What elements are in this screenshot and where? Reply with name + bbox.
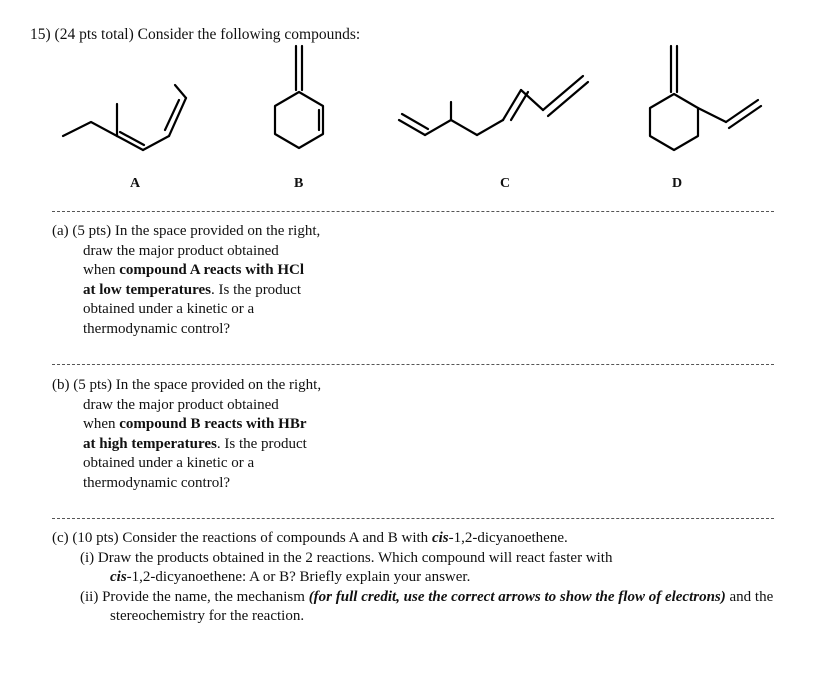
question-header: 15) (24 pts total) Consider the following compounds: bbox=[30, 26, 361, 43]
part-c-ii-line1: (ii) Provide the name, the mechanism (for full credit, use the correct arrows to show the flow of electrons) and the bbox=[80, 588, 774, 605]
divider-c bbox=[52, 518, 774, 519]
part-c-line1: (c) (10 pts) Consider the reactions of compounds A and B with cis-1,2-dicyanoethene. bbox=[52, 530, 568, 546]
part-b-line5: obtained under a kinetic or a bbox=[83, 455, 255, 471]
part-a-text bbox=[52, 222, 320, 339]
part-c-ii-line2: stereochemistry for the reaction. bbox=[110, 608, 305, 624]
compound-d-structure bbox=[628, 40, 778, 160]
part-a-line5: obtained under a kinetic or a bbox=[83, 301, 255, 317]
part-a-line1: (a) (5 pts) In the space provided on the right, bbox=[52, 223, 321, 239]
part-c-text bbox=[52, 529, 773, 627]
part-b-line6: thermodynamic control? bbox=[83, 474, 231, 491]
compound-c-structure bbox=[393, 40, 603, 160]
part-a-line6: thermodynamic control? bbox=[83, 320, 231, 337]
compound-label-d: D bbox=[672, 176, 683, 191]
part-b-line1: (b) (5 pts) In the space provided on the right, bbox=[52, 377, 322, 393]
part-b-line4: at high temperatures. Is the product bbox=[83, 435, 307, 452]
compound-label-a: A bbox=[130, 176, 141, 191]
compound-label-b: B bbox=[294, 176, 304, 191]
compound-a-structure bbox=[55, 40, 205, 160]
part-a-line2: draw the major product obtained bbox=[83, 242, 279, 259]
compound-label-c: C bbox=[500, 176, 511, 191]
part-c-i-line1: (i) Draw the products obtained in the 2 reactions. Which compound will react faster with bbox=[80, 549, 613, 566]
divider-a bbox=[52, 211, 774, 212]
part-b-text bbox=[52, 376, 321, 493]
part-a-line3: when compound A reacts with HCl bbox=[83, 262, 304, 278]
part-a-line4: at low temperatures. Is the product bbox=[83, 281, 302, 298]
part-b-line2: draw the major product obtained bbox=[83, 396, 279, 413]
divider-b bbox=[52, 364, 774, 365]
part-b-line3: when compound B reacts with HBr bbox=[83, 416, 307, 432]
part-c-i-line2: cis-1,2-dicyanoethene: A or B? Briefly explain your answer. bbox=[110, 569, 471, 585]
compound-b-structure bbox=[250, 40, 350, 160]
